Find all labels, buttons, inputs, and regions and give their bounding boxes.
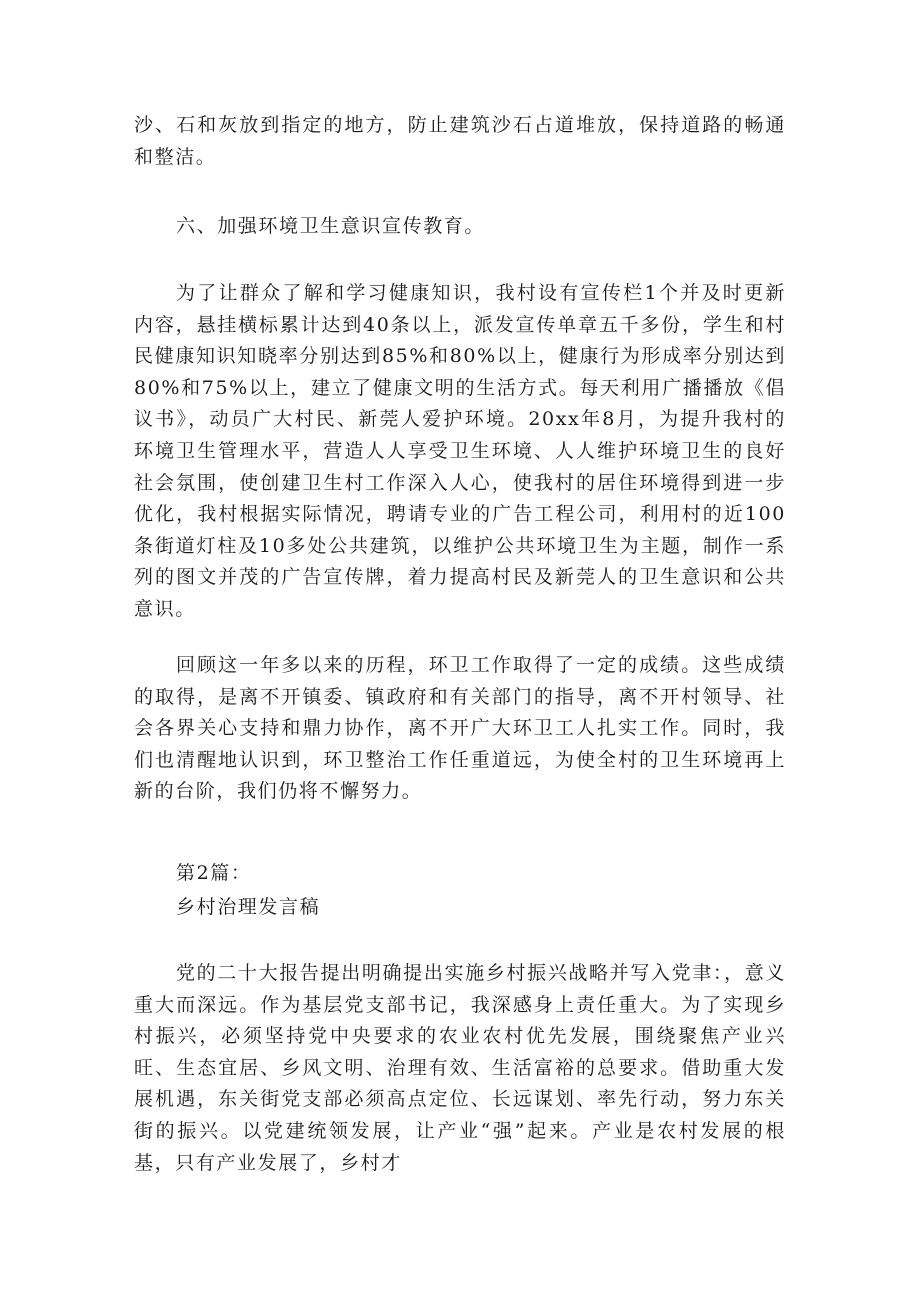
paragraph-health-education: 为了让群众了解和学习健康知识，我村设有宣传栏1个并及时更新内容，悬挂横标累计达到40条以上，派发宣传单章五千多份，学生和村民健康知识知晓率分别达到85%和80%以上，健康行为形成率分别达到80%和75%以上，建立了健康文明的生活方式。每天利用广播播放《倡议书》，动员广大村民、新莞人爱护环境。20xx年8月，为提升我村的环境卫生管理水平，营造人人享受卫生环境、人人维护环境卫生的良好社会氛围，使创建卫生村工作深入人心，使我村的居住环境得到进一步优化，我村根据实际情况，聘请专业的广告工程公司，利用村的近100条街道灯柱及10多处公共建筑，以维护公共环境卫生为主题，制作一系列的图文并茂的广告宣传牌，着力提高村民及新莞人的卫生意识和公共意识。 bbox=[134, 282, 786, 620]
paragraph-rural-revitalization: 党的二十大报告提出明确提出实施乡村振兴战略并写入党聿：，意义重大而深远。作为基层党支部书记，我深感身上责任重大。为了实现乡村振兴，必须坚持党中央要求的农业农村优先发展，围绕聚焦产业兴旺、生态宜居、乡风文明、治理有效、生活富裕的总要求。借助重大发展机遇，东关街党支部必须高点定位、长远谋划、率先行动，努力东关街的振兴。以党建统领发展，让产业“强”起来。产业是农村发展的根基，只有产业发展了，乡村才 bbox=[134, 962, 786, 1174]
section-label: 第2篇： bbox=[176, 862, 252, 884]
paragraph-review: 回顾这一年多以来的历程，环卫工作取得了一定的成绩。这些成绩的取得，是离不开镇委、镇政府和有关部门的指导，离不开村领导、社会各界关心支持和鼎力协作，离不开广大环卫工人扎实工作。同时，我们也清醒地认识到，环卫整治工作任重道远，为使全村的卫生环境再上新的台阶，我们仍将不懈努力。 bbox=[134, 654, 786, 803]
heading-section-six: 六、加强环境卫生意识宣传教育。 bbox=[176, 215, 486, 237]
paragraph-sand-stone: 沙、石和灰放到指定的地方，防止建筑沙石占道堆放，保持道路的畅通和整洁。 bbox=[134, 114, 786, 168]
section-title: 乡村治理发言稿 bbox=[176, 896, 321, 918]
